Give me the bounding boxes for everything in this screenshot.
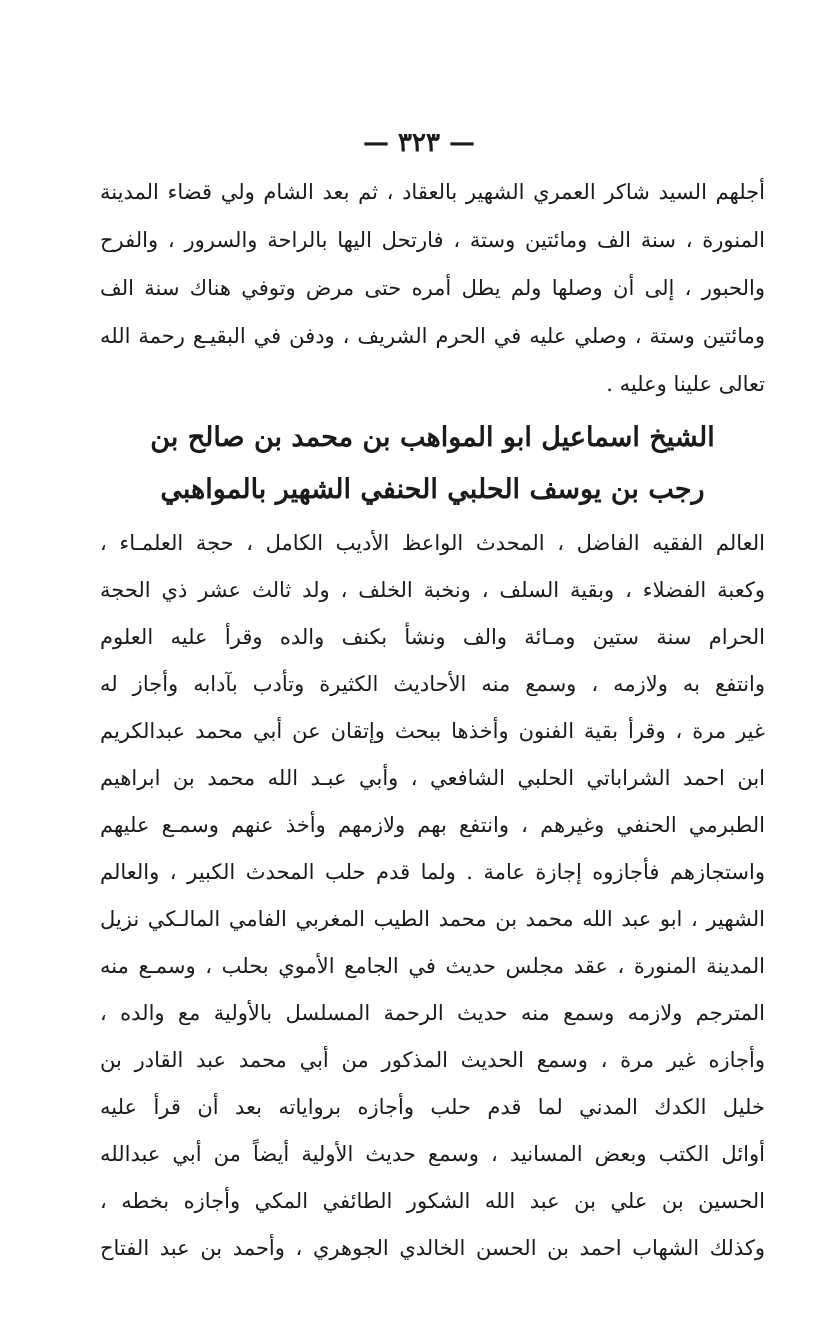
- text-line: وأجازه غير مرة ، وسمع الحديث المذكور من أبي محمد عبد القادر بن: [100, 1048, 765, 1072]
- text-line: أوائل الكتب وبعض المسانيد ، وسمع حديث الأولية أيضاً من أبي عبدالله: [100, 1142, 765, 1166]
- section-heading: [100, 412, 765, 516]
- text-line: والحبور ، إلى أن وصلها ولم يطل أمره حتى مرض وتوفي هناك سنة الف: [100, 276, 765, 300]
- page-number: — ٣٢٣ —: [362, 128, 476, 158]
- text-line: المترجم ولازمه وسمع منه حديث الرحمة المسلسل بالأولية مع والده ،: [100, 1001, 765, 1025]
- paragraph-intro: [100, 168, 765, 408]
- text-line: الحسين بن علي بن عبد الله الشكور الطائفي المكي وأجازه بخطه ،: [100, 1189, 765, 1213]
- heading-line: الشيخ اسماعيل ابو المواهب بن محمد بن صالح بن: [150, 422, 715, 453]
- text-line: أجلهم السيد شاكر العمري الشهير بالعقاد ، ثم بعد الشام ولي قضاء المدينة: [100, 180, 765, 204]
- text-line: الطبرمي الحنفي وغيرهم ، وانتفع بهم ولازمهم وأخذ عنهم وسمـع عليهم: [100, 813, 765, 837]
- text-line: العالم الفقيه الفاضل ، المحدث الواعظ الأديب الكامل ، حجة العلمـاء ،: [100, 531, 765, 555]
- text-line: المنورة ، سنة الف ومائتين وستة ، فارتحل اليها بالراحة والسرور ، والفرح: [100, 228, 765, 252]
- text-line: ابن احمد الشراباتي الحلبي الشافعي ، وأبي عبـد الله محمد بن ابراهيم: [100, 766, 765, 790]
- text-line: تعالى علينا وعليه .: [606, 372, 765, 396]
- text-line: وكذلك الشهاب احمد بن الحسن الخالدي الجوهري ، وأحمد بن عبد الفتاح: [100, 1236, 765, 1260]
- text-line: غير مرة ، وقرأ بقية الفنون وأخذها ببحث وإتقان عن أبي محمد عبدالكريم: [100, 719, 765, 743]
- text-line: وكعبة الفضلاء ، وبقية السلف ، ونخبة الخلف ، ولد ثالث عشر ذي الحجة: [100, 578, 765, 602]
- text-line: واستجازهم فأجازوه إجازة عامة . ولما قدم حلب المحدث الكبير ، والعالم: [100, 860, 765, 884]
- text-line: المدينة المنورة ، عقد مجلس حديث في الجامع الأموي بحلب ، وسمـع منه: [100, 954, 765, 978]
- text-line: الحرام سنة ستين ومـائة والف ونشأ بكنف والده وقرأ عليه العلوم: [100, 625, 765, 649]
- text-line: وانتفع به ولازمه ، وسمع منه الأحاديث الكثيرة وتأدب بآدابه وأجاز له: [100, 672, 765, 696]
- paragraph-biography: [100, 520, 765, 1272]
- heading-line: رجب بن يوسف الحلبي الحنفي الشهير بالمواهبي: [160, 474, 705, 505]
- text-line: خليل الكدك المدني لما قدم حلب وأجازه برواياته بعد أن قرأ عليه: [100, 1095, 765, 1119]
- text-line: الشهير ، ابو عبد الله محمد بن محمد الطيب المغربي الفامي المالـكي نزيل: [100, 907, 765, 931]
- text-line: ومائتين وستة ، وصلي عليه في الحرم الشريف ، ودفن في البقيـع رحمة الله: [100, 324, 765, 348]
